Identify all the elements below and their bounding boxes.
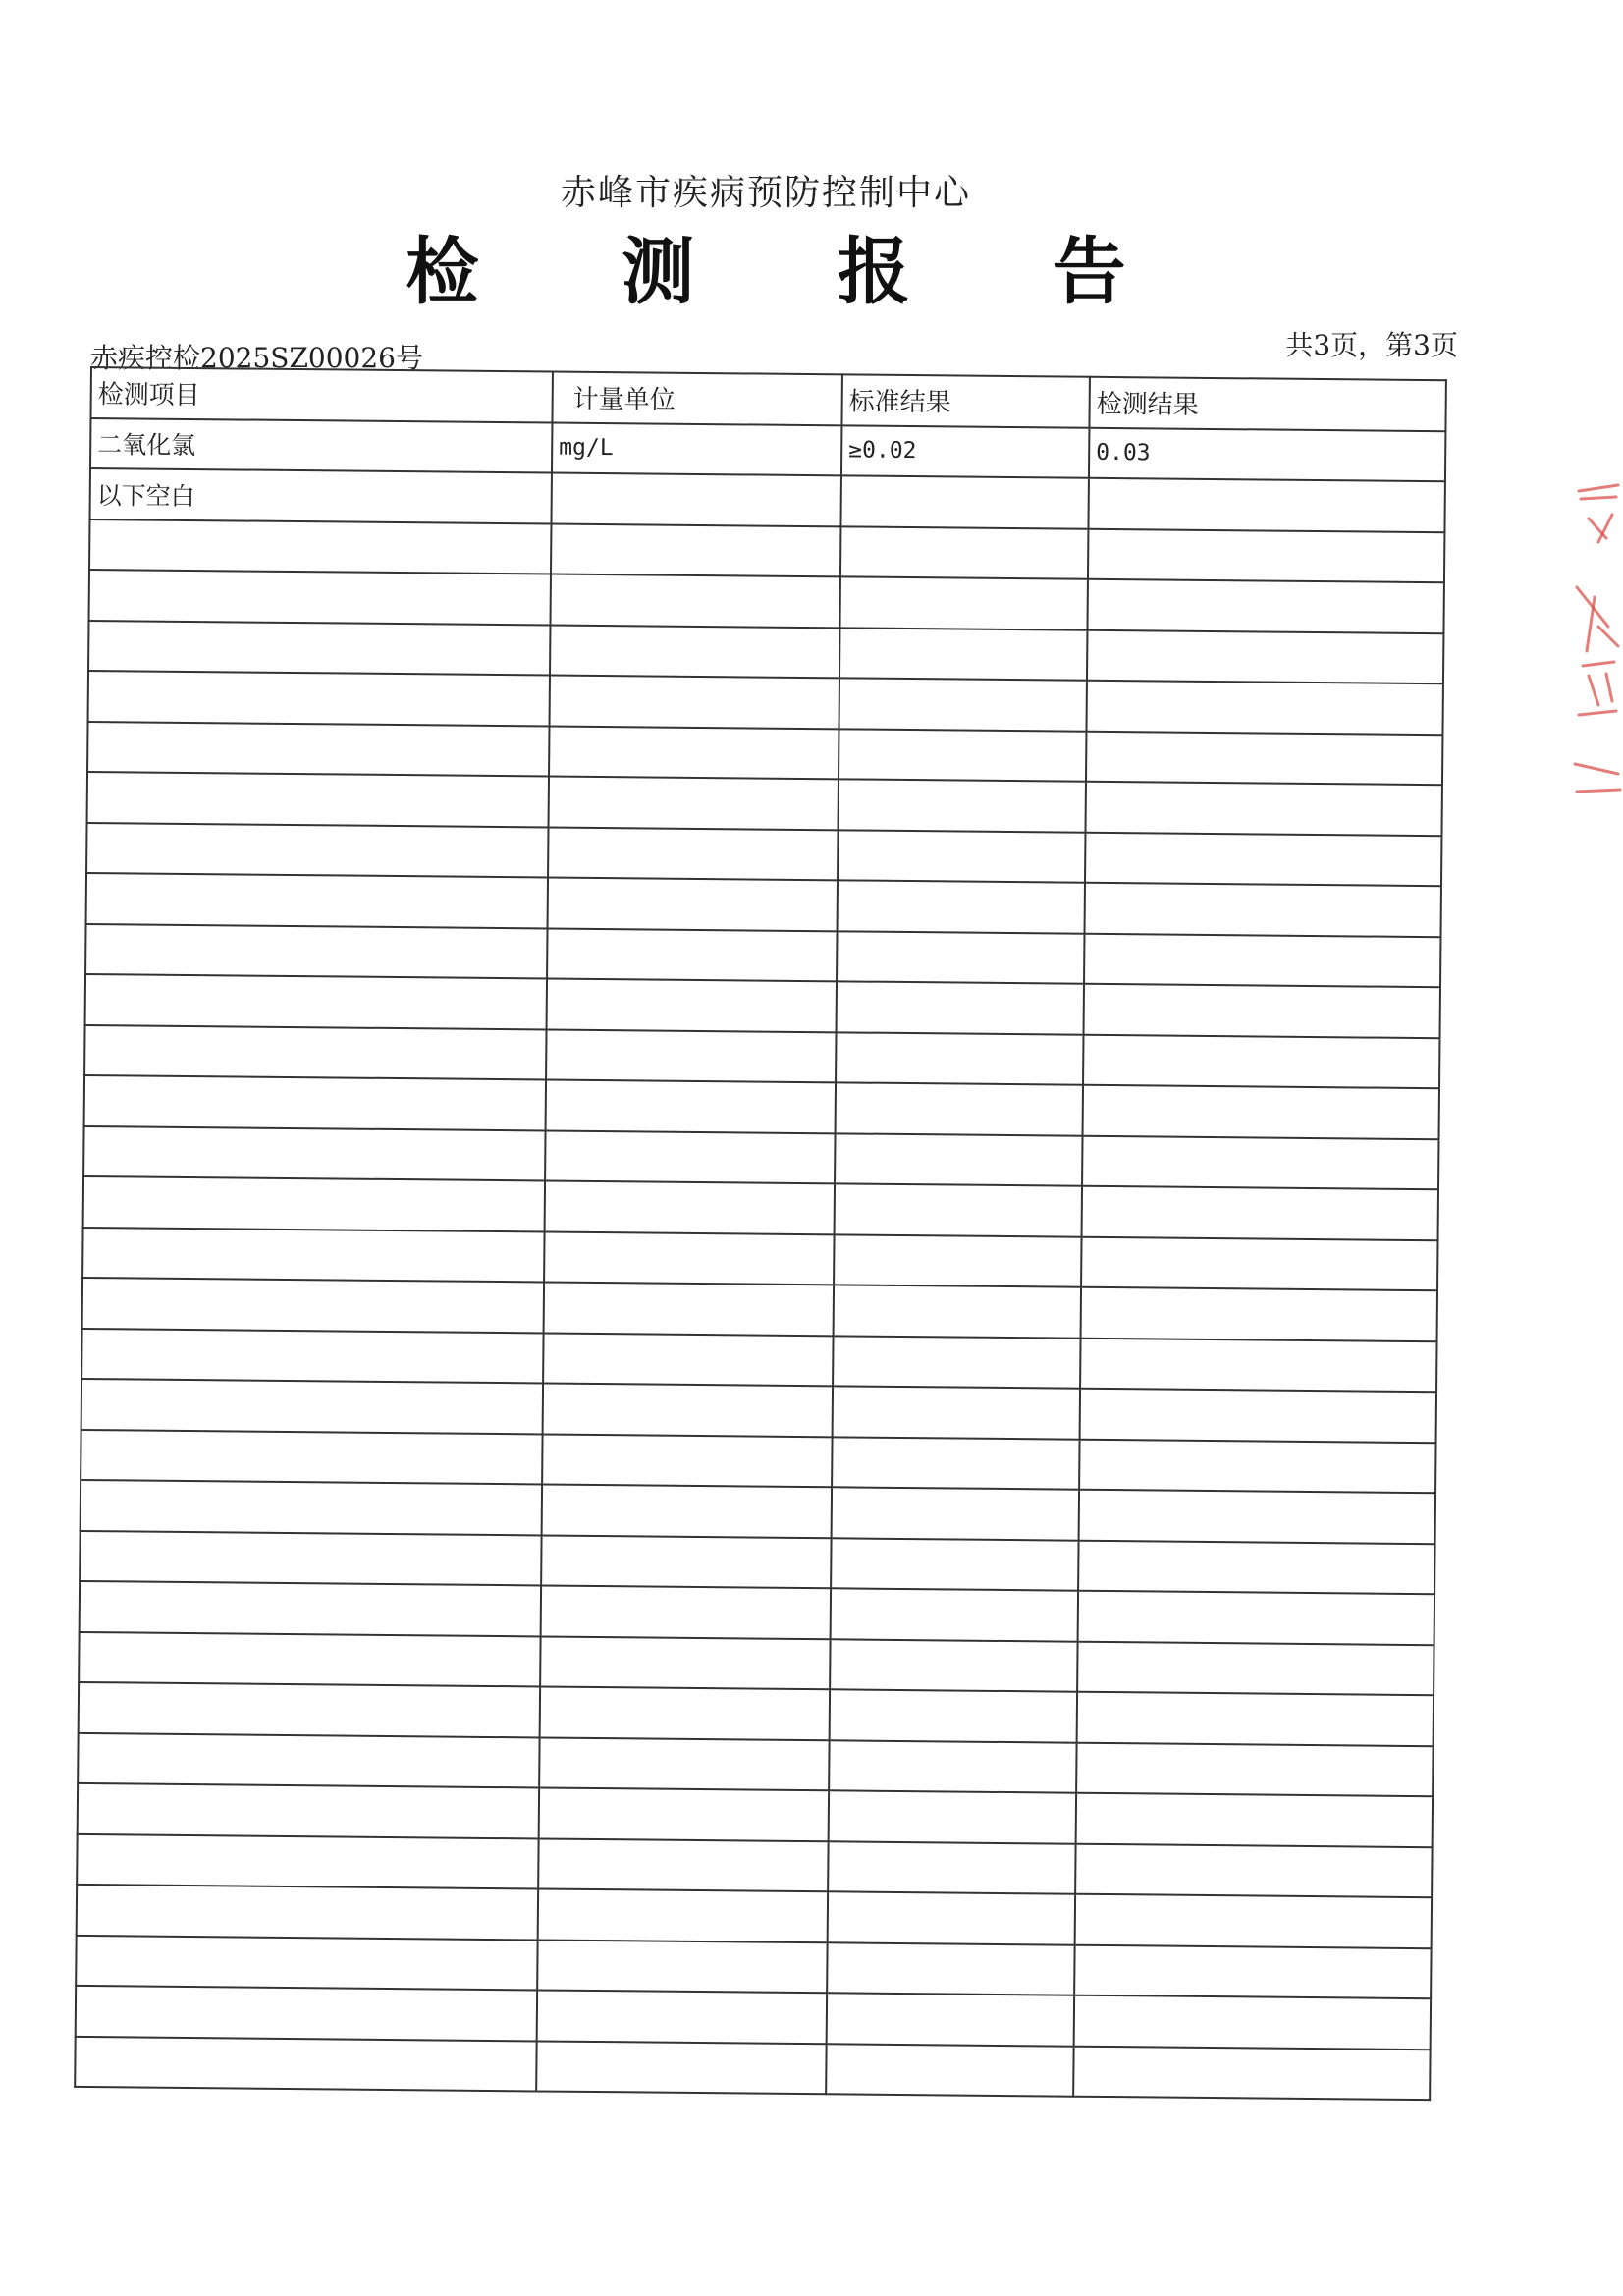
test-results-table [74, 366, 1447, 2101]
cell-standard [839, 678, 1086, 731]
cell-item [76, 1935, 537, 1990]
seal-stroke [1589, 676, 1598, 705]
cell-result [1083, 1034, 1439, 1088]
cell-result [1075, 1894, 1432, 1948]
cell-unit [548, 827, 838, 880]
cell-item [83, 1176, 545, 1231]
cell-standard [835, 1133, 1082, 1186]
cell-result: 0.03 [1089, 427, 1445, 481]
cell-item [83, 1125, 545, 1180]
cell-item [77, 1833, 538, 1888]
cell-result [1084, 933, 1440, 987]
seal-stroke [1577, 790, 1620, 792]
cell-result [1085, 782, 1441, 836]
cell-unit [542, 1484, 832, 1537]
cell-unit [537, 1990, 827, 2043]
cell-result [1078, 1591, 1434, 1645]
cell-standard [836, 1032, 1083, 1085]
seal-stroke [1579, 711, 1616, 715]
cell-result [1080, 1389, 1436, 1443]
cell-unit [550, 676, 839, 729]
cell-item [80, 1581, 541, 1636]
page-indicator: 共3页，第3页 [1285, 329, 1458, 361]
cell-standard [840, 475, 1088, 528]
cell-item [76, 1986, 537, 2041]
cell-item [80, 1530, 541, 1585]
cell-item [84, 1024, 546, 1079]
cell-item [88, 671, 550, 726]
cell-result [1085, 883, 1441, 937]
cell-result [1076, 1742, 1433, 1796]
cell-result [1083, 1085, 1439, 1139]
cell-item [77, 1885, 538, 1940]
cell-standard [840, 526, 1088, 579]
cell-standard [837, 931, 1084, 984]
cell-item [86, 822, 548, 877]
cell-result [1080, 1338, 1436, 1392]
cell-unit [536, 2041, 826, 2094]
cell-standard [829, 1790, 1076, 1843]
cell-standard [832, 1437, 1079, 1490]
cell-unit [550, 625, 839, 678]
cell-result [1088, 478, 1444, 532]
cell-item [82, 1227, 544, 1282]
cell-standard [827, 1942, 1074, 1995]
cell-item [87, 772, 549, 827]
cell-unit [545, 1130, 835, 1183]
cell-unit [547, 978, 837, 1031]
cell-unit [539, 1787, 829, 1840]
cell-unit [541, 1585, 831, 1638]
cell-standard [831, 1538, 1078, 1591]
cell-item [85, 974, 547, 1029]
cell-result [1079, 1439, 1435, 1493]
cell-unit [544, 1231, 834, 1285]
cell-unit [546, 1029, 836, 1082]
column-header-standard: 标准结果 [841, 374, 1089, 427]
column-header-result: 检测结果 [1089, 377, 1445, 431]
cell-unit [542, 1434, 832, 1487]
cell-standard [837, 981, 1084, 1034]
cell-unit [537, 1940, 827, 1993]
cell-item [89, 519, 551, 574]
cell-result [1079, 1490, 1435, 1544]
cell-item [79, 1631, 540, 1686]
cell-result [1086, 681, 1442, 735]
seal-stroke [1575, 764, 1618, 774]
cell-item [88, 620, 550, 675]
cell-standard [827, 1993, 1074, 2046]
cell-standard [839, 576, 1087, 629]
cell-standard [833, 1336, 1080, 1389]
cell-item [78, 1783, 539, 1838]
cell-standard [830, 1639, 1077, 1692]
cell-item [78, 1732, 539, 1787]
cell-item [81, 1379, 543, 1434]
cell-result [1085, 832, 1441, 886]
cell-unit: mg/L [552, 422, 841, 475]
cell-standard [830, 1689, 1077, 1742]
cell-unit [549, 726, 839, 779]
cell-result [1082, 1186, 1438, 1240]
cell-unit [548, 877, 838, 930]
seal-stroke [1583, 662, 1614, 666]
cell-item [75, 2036, 536, 2091]
cell-unit [540, 1636, 830, 1689]
cell-unit [538, 1838, 828, 1891]
cell-result [1081, 1287, 1437, 1341]
cell-unit [546, 1079, 836, 1132]
cell-unit [550, 574, 839, 628]
official-seal-fragment [1569, 479, 1623, 823]
cell-result [1073, 2046, 1430, 2100]
cell-standard [838, 830, 1085, 883]
cell-unit [543, 1383, 833, 1436]
column-header-item: 检测项目 [90, 367, 552, 422]
cell-result [1077, 1692, 1434, 1746]
cell-unit [547, 928, 837, 981]
seal-stroke [1606, 674, 1612, 701]
cell-result [1075, 1843, 1432, 1897]
cell-standard [836, 1082, 1083, 1135]
seal-stroke [1579, 485, 1618, 491]
column-header-unit: 计量单位 [552, 372, 841, 425]
cell-standard [839, 628, 1087, 681]
cell-standard [828, 1891, 1075, 1944]
cell-standard [829, 1740, 1076, 1793]
cell-result [1077, 1641, 1434, 1695]
cell-standard [835, 1183, 1082, 1236]
seal-stroke [1581, 497, 1616, 499]
cell-standard [831, 1588, 1078, 1641]
cell-standard [828, 1841, 1075, 1894]
cell-item [84, 1075, 546, 1130]
cell-item [81, 1480, 542, 1535]
cell-standard [832, 1487, 1079, 1540]
cell-result [1074, 1944, 1431, 1998]
cell-result [1076, 1793, 1433, 1847]
organization-name: 赤峰市疾病预防控制中心 [560, 173, 971, 213]
cell-unit [545, 1180, 835, 1233]
cell-item [82, 1278, 544, 1333]
cell-standard [838, 880, 1085, 933]
cell-standard [826, 2044, 1073, 2097]
document-title: 检 测 报 告 [406, 230, 1185, 314]
cell-standard [834, 1234, 1081, 1287]
report-number: 赤疾控检2025SZ00026号 [90, 342, 423, 374]
cell-result [1087, 579, 1443, 633]
cell-item [89, 570, 551, 625]
cell-unit [551, 473, 840, 526]
cell-result [1087, 629, 1443, 683]
cell-unit [541, 1535, 831, 1588]
cell-item [87, 721, 549, 776]
seal-stroke [1598, 627, 1618, 646]
cell-standard [833, 1386, 1080, 1439]
cell-standard: ≥0.02 [841, 425, 1089, 478]
cell-unit [549, 777, 839, 830]
cell-item [86, 873, 548, 928]
cell-result [1084, 984, 1440, 1038]
cell-unit [544, 1282, 834, 1335]
seal-stroke [1589, 519, 1606, 538]
cell-result [1074, 1995, 1431, 2050]
cell-item [81, 1429, 542, 1484]
cell-unit [543, 1333, 833, 1386]
cell-result [1086, 731, 1442, 785]
cell-unit [539, 1737, 829, 1790]
seal-stamp-graphic [1569, 479, 1623, 823]
cell-unit [540, 1686, 830, 1739]
cell-result [1088, 528, 1444, 582]
cell-standard [834, 1285, 1081, 1338]
cell-item: 以下空白 [90, 468, 552, 523]
cell-result [1081, 1236, 1437, 1290]
cell-unit [538, 1888, 828, 1941]
cell-unit [551, 523, 840, 576]
cell-item [79, 1682, 540, 1737]
cell-result [1078, 1540, 1434, 1594]
cell-result [1082, 1135, 1438, 1189]
cell-standard [839, 729, 1086, 782]
cell-item [81, 1328, 543, 1383]
cell-standard [839, 779, 1086, 832]
cell-item [85, 923, 547, 978]
cell-item: 二氧化氯 [90, 418, 552, 473]
